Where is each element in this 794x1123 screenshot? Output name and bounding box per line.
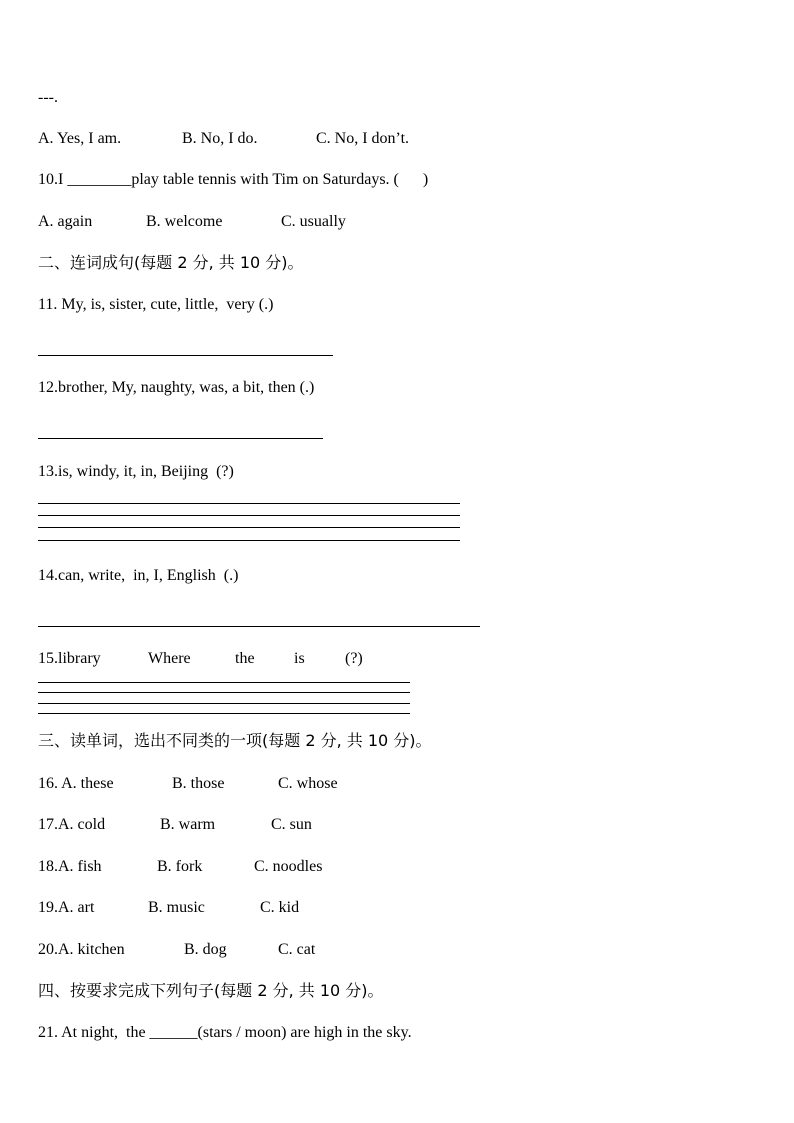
option-b: B. those bbox=[172, 775, 225, 792]
option-c: C. usually bbox=[281, 213, 346, 230]
option-c: C. cat bbox=[278, 941, 316, 958]
option-a: A. Yes, I am. bbox=[38, 130, 122, 147]
option-c: C. noodles bbox=[254, 858, 323, 875]
option-b: B. welcome bbox=[146, 213, 223, 230]
answer-line[interactable] bbox=[38, 692, 410, 693]
answer-line[interactable] bbox=[38, 527, 460, 528]
word: Where bbox=[148, 650, 191, 667]
option-b: B. warm bbox=[160, 816, 216, 833]
answer-line[interactable] bbox=[38, 626, 480, 627]
answer-line[interactable] bbox=[38, 682, 410, 683]
answer-line[interactable] bbox=[38, 438, 323, 439]
word: 15.library bbox=[38, 650, 101, 667]
section-heading-3: 三、读单词，选出不同类的一项(每题 2 分, 共 10 分)。 bbox=[38, 731, 432, 750]
option-a: 19.A. art bbox=[38, 899, 95, 916]
answer-line[interactable] bbox=[38, 713, 410, 714]
answer-line[interactable] bbox=[38, 503, 460, 504]
question-12: 12.brother, My, naughty, was, a bit, then (.) bbox=[38, 379, 315, 396]
option-c: C. kid bbox=[260, 899, 300, 916]
option-b: B. fork bbox=[157, 858, 203, 875]
option-a: 16. A. these bbox=[38, 775, 114, 792]
answer-line[interactable] bbox=[38, 515, 460, 516]
option-a: 18.A. fish bbox=[38, 858, 102, 875]
option-c: C. sun bbox=[271, 816, 312, 833]
question-14: 14.can, write, in, I, English (.) bbox=[38, 567, 239, 584]
question-13: 13.is, windy, it, in, Beijing (?) bbox=[38, 463, 234, 480]
answer-line[interactable] bbox=[38, 540, 460, 541]
option-c: C. No, I don’t. bbox=[316, 130, 410, 147]
question-11: 11. My, is, sister, cute, little, very (.) bbox=[38, 296, 274, 313]
option-a: A. again bbox=[38, 213, 93, 230]
option-c: C. whose bbox=[278, 775, 338, 792]
word: the bbox=[235, 650, 255, 667]
option-b: B. No, I do. bbox=[182, 130, 258, 147]
option-a: 20.A. kitchen bbox=[38, 941, 125, 958]
section-heading-4: 四、按要求完成下列句子(每题 2 分, 共 10 分)。 bbox=[38, 981, 384, 1000]
option-b: B. dog bbox=[184, 941, 227, 958]
word: (?) bbox=[345, 650, 363, 667]
question-10: 10.I ________play table tennis with Tim on Saturdays. ( ) bbox=[38, 171, 429, 188]
question-fragment: ---. bbox=[38, 89, 58, 106]
section-heading-2: 二、连词成句(每题 2 分, 共 10 分)。 bbox=[38, 253, 304, 272]
question-21: 21. At night, the ______(stars / moon) are high in the sky. bbox=[38, 1024, 412, 1041]
option-a: 17.A. cold bbox=[38, 816, 106, 833]
word: is bbox=[294, 650, 305, 667]
answer-line[interactable] bbox=[38, 703, 410, 704]
option-b: B. music bbox=[148, 899, 205, 916]
answer-line[interactable] bbox=[38, 355, 333, 356]
